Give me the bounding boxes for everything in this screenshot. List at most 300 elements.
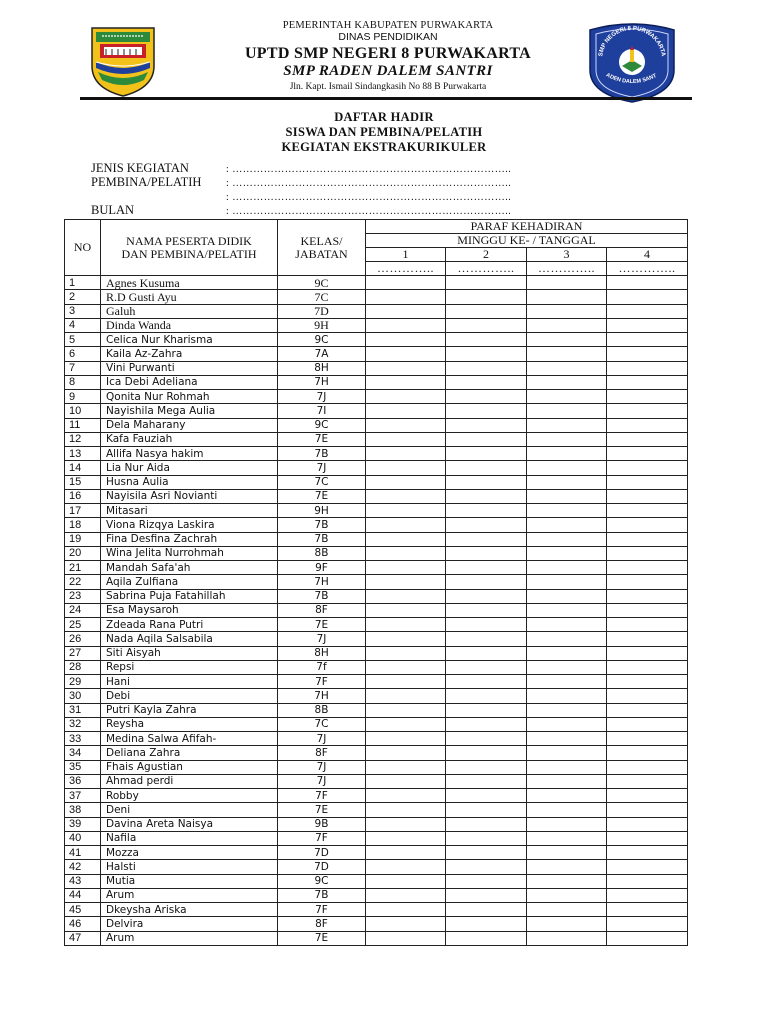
signature-cell-week-1[interactable]: [366, 418, 446, 432]
signature-cell-week-1[interactable]: [366, 717, 446, 731]
signature-cell-week-1[interactable]: [366, 660, 446, 674]
signature-cell-week-2[interactable]: [446, 518, 527, 532]
signature-cell-week-1[interactable]: [366, 803, 446, 817]
student-class: 7H: [278, 375, 366, 389]
student-class: 7E: [278, 803, 366, 817]
row-number: 5: [65, 333, 101, 347]
signature-cell-week-3[interactable]: [527, 774, 607, 788]
signature-cell-week-3[interactable]: [527, 646, 607, 660]
signature-cell-week-4[interactable]: [607, 432, 688, 446]
student-name: Deni: [101, 803, 278, 817]
signature-cell-week-2[interactable]: [446, 318, 527, 332]
coach-field: [91, 175, 651, 189]
signature-cell-week-3[interactable]: [527, 632, 607, 646]
date-blank-2: …………..: [446, 262, 527, 276]
signature-cell-week-4[interactable]: [607, 717, 688, 731]
signature-cell-week-1[interactable]: [366, 874, 446, 888]
student-name: Mozza: [101, 846, 278, 860]
row-number: 14: [65, 461, 101, 475]
student-name: Sabrina Puja Fatahillah: [101, 589, 278, 603]
signature-cell-week-3[interactable]: [527, 831, 607, 845]
signature-cell-week-4[interactable]: [607, 931, 688, 945]
signature-cell-week-1[interactable]: [366, 931, 446, 945]
header-class: [278, 220, 366, 276]
signature-cell-week-3[interactable]: [527, 732, 607, 746]
signature-cell-week-4[interactable]: [607, 304, 688, 318]
table-row: [65, 276, 688, 290]
signature-cell-week-3[interactable]: [527, 432, 607, 446]
signature-cell-week-3[interactable]: [527, 689, 607, 703]
signature-cell-week-3[interactable]: [527, 532, 607, 546]
signature-cell-week-2[interactable]: [446, 489, 527, 503]
student-class: 7A: [278, 347, 366, 361]
signature-cell-week-4[interactable]: [607, 447, 688, 461]
student-class: 7D: [278, 860, 366, 874]
signature-cell-week-4[interactable]: [607, 532, 688, 546]
signature-cell-week-4[interactable]: [607, 375, 688, 389]
row-number: 27: [65, 646, 101, 660]
signature-cell-week-1[interactable]: [366, 618, 446, 632]
signature-cell-week-1[interactable]: [366, 475, 446, 489]
signature-cell-week-2[interactable]: [446, 689, 527, 703]
signature-cell-week-3[interactable]: [527, 917, 607, 931]
signature-cell-week-2[interactable]: [446, 347, 527, 361]
signature-cell-week-3[interactable]: [527, 703, 607, 717]
signature-cell-week-2[interactable]: [446, 660, 527, 674]
table-row: [65, 575, 688, 589]
table-row: [65, 489, 688, 503]
signature-cell-week-4[interactable]: [607, 361, 688, 375]
table-row: [65, 760, 688, 774]
signature-cell-week-1[interactable]: [366, 333, 446, 347]
table-row: [65, 888, 688, 902]
signature-cell-week-2[interactable]: [446, 803, 527, 817]
signature-cell-week-2[interactable]: [446, 361, 527, 375]
signature-cell-week-2[interactable]: [446, 632, 527, 646]
student-class: 7C: [278, 475, 366, 489]
signature-cell-week-3[interactable]: [527, 846, 607, 860]
student-name: Reysha: [101, 717, 278, 731]
signature-cell-week-1[interactable]: [366, 917, 446, 931]
signature-cell-week-4[interactable]: [607, 489, 688, 503]
document-title: [0, 110, 768, 155]
signature-cell-week-1[interactable]: [366, 860, 446, 874]
signature-cell-week-2[interactable]: [446, 789, 527, 803]
signature-cell-week-2[interactable]: [446, 561, 527, 575]
coach-label: PEMBINA/PELATIH: [91, 175, 202, 189]
row-number: 39: [65, 817, 101, 831]
student-name: Mutia: [101, 874, 278, 888]
letterhead: [78, 14, 692, 102]
signature-cell-week-3[interactable]: [527, 589, 607, 603]
student-name: Qonita Nur Rohmah: [101, 390, 278, 404]
student-class: 7E: [278, 618, 366, 632]
signature-cell-week-4[interactable]: [607, 803, 688, 817]
signature-cell-week-4[interactable]: [607, 347, 688, 361]
signature-cell-week-3[interactable]: [527, 675, 607, 689]
signature-cell-week-2[interactable]: [446, 760, 527, 774]
row-number: 15: [65, 475, 101, 489]
student-name: Arum: [101, 888, 278, 902]
signature-cell-week-3[interactable]: [527, 817, 607, 831]
student-class: 8F: [278, 917, 366, 931]
signature-cell-week-1[interactable]: [366, 846, 446, 860]
signature-cell-week-1[interactable]: [366, 732, 446, 746]
signature-cell-week-2[interactable]: [446, 874, 527, 888]
signature-cell-week-4[interactable]: [607, 418, 688, 432]
month-label: BULAN: [91, 203, 135, 217]
row-number: 43: [65, 874, 101, 888]
signature-cell-week-3[interactable]: [527, 504, 607, 518]
signature-cell-week-1[interactable]: [366, 746, 446, 760]
student-class: 7E: [278, 489, 366, 503]
table-body: [65, 276, 688, 946]
table-row: [65, 717, 688, 731]
signature-cell-week-4[interactable]: [607, 846, 688, 860]
signature-cell-week-3[interactable]: [527, 746, 607, 760]
signature-cell-week-1[interactable]: [366, 561, 446, 575]
row-number: 30: [65, 689, 101, 703]
signature-cell-week-2[interactable]: [446, 546, 527, 560]
signature-cell-week-1[interactable]: [366, 461, 446, 475]
signature-cell-week-1[interactable]: [366, 632, 446, 646]
student-name: Galuh: [101, 304, 278, 318]
student-class: 7J: [278, 632, 366, 646]
signature-cell-week-4[interactable]: [607, 390, 688, 404]
signature-cell-week-2[interactable]: [446, 831, 527, 845]
student-name: Dkeysha Ariska: [101, 903, 278, 917]
signature-cell-week-3[interactable]: [527, 575, 607, 589]
student-class: 7E: [278, 931, 366, 945]
signature-cell-week-4[interactable]: [607, 817, 688, 831]
signature-cell-week-1[interactable]: [366, 675, 446, 689]
signature-cell-week-2[interactable]: [446, 888, 527, 902]
student-class: 7H: [278, 689, 366, 703]
signature-cell-week-3[interactable]: [527, 276, 607, 290]
signature-cell-week-3[interactable]: [527, 333, 607, 347]
row-number: 23: [65, 589, 101, 603]
signature-cell-week-1[interactable]: [366, 774, 446, 788]
signature-cell-week-4[interactable]: [607, 660, 688, 674]
signature-cell-week-4[interactable]: [607, 290, 688, 304]
date-blank-1: …………..: [366, 262, 446, 276]
student-class: 8B: [278, 546, 366, 560]
signature-cell-week-3[interactable]: [527, 561, 607, 575]
table-row: [65, 931, 688, 945]
signature-cell-week-4[interactable]: [607, 917, 688, 931]
row-number: 1: [65, 276, 101, 290]
shield-text-top: SMP NEGERI 8 PURWAKARTA: [598, 25, 666, 57]
row-number: 36: [65, 774, 101, 788]
signature-cell-week-2[interactable]: [446, 290, 527, 304]
row-number: 7: [65, 361, 101, 375]
signature-cell-week-1[interactable]: [366, 390, 446, 404]
row-number: 47: [65, 931, 101, 945]
signature-cell-week-4[interactable]: [607, 789, 688, 803]
signature-cell-week-4[interactable]: [607, 831, 688, 845]
signature-cell-week-2[interactable]: [446, 817, 527, 831]
signature-cell-week-2[interactable]: [446, 375, 527, 389]
signature-cell-week-1[interactable]: [366, 646, 446, 660]
signature-cell-week-2[interactable]: [446, 333, 527, 347]
student-class: 7B: [278, 888, 366, 902]
signature-cell-week-2[interactable]: [446, 846, 527, 860]
signature-cell-week-2[interactable]: [446, 917, 527, 931]
signature-cell-week-4[interactable]: [607, 774, 688, 788]
signature-cell-week-1[interactable]: [366, 518, 446, 532]
signature-cell-week-1[interactable]: [366, 447, 446, 461]
student-class: 9C: [278, 418, 366, 432]
student-name: Delvira: [101, 917, 278, 931]
signature-cell-week-1[interactable]: [366, 304, 446, 318]
signature-cell-week-4[interactable]: [607, 575, 688, 589]
student-class: 7C: [278, 290, 366, 304]
signature-cell-week-4[interactable]: [607, 903, 688, 917]
signature-cell-week-3[interactable]: [527, 789, 607, 803]
government-name: PEMERINTAH KABUPATEN PURWAKARTA: [282, 20, 494, 31]
signature-cell-week-2[interactable]: [446, 703, 527, 717]
month-field: [91, 203, 651, 217]
signature-cell-week-1[interactable]: [366, 789, 446, 803]
signature-cell-week-1[interactable]: [366, 831, 446, 845]
signature-cell-week-2[interactable]: [446, 475, 527, 489]
signature-cell-week-4[interactable]: [607, 276, 688, 290]
signature-cell-week-1[interactable]: [366, 361, 446, 375]
signature-cell-week-1[interactable]: [366, 546, 446, 560]
header-name-line-2: DAN PEMBINA/PELATIH: [121, 246, 257, 261]
signature-cell-week-3[interactable]: [527, 390, 607, 404]
signature-cell-week-2[interactable]: [446, 903, 527, 917]
student-name: Fhais Agustian: [101, 760, 278, 774]
student-class: 9C: [278, 276, 366, 290]
signature-cell-week-1[interactable]: [366, 689, 446, 703]
signature-cell-week-2[interactable]: [446, 447, 527, 461]
signature-cell-week-1[interactable]: [366, 575, 446, 589]
signature-cell-week-1[interactable]: [366, 347, 446, 361]
signature-cell-week-3[interactable]: [527, 903, 607, 917]
signature-cell-week-4[interactable]: [607, 475, 688, 489]
signature-cell-week-4[interactable]: [607, 333, 688, 347]
signature-cell-week-3[interactable]: [527, 546, 607, 560]
signature-cell-week-4[interactable]: [607, 632, 688, 646]
signature-cell-week-2[interactable]: [446, 618, 527, 632]
table-row: [65, 333, 688, 347]
signature-cell-week-3[interactable]: [527, 803, 607, 817]
student-name: Husna Aulia: [101, 475, 278, 489]
signature-cell-week-4[interactable]: [607, 646, 688, 660]
signature-cell-week-1[interactable]: [366, 532, 446, 546]
signature-cell-week-4[interactable]: [607, 603, 688, 617]
signature-cell-week-4[interactable]: [607, 504, 688, 518]
signature-cell-week-1[interactable]: [366, 817, 446, 831]
signature-cell-week-2[interactable]: [446, 304, 527, 318]
signature-cell-week-4[interactable]: [607, 461, 688, 475]
student-class: 7B: [278, 447, 366, 461]
signature-cell-week-3[interactable]: [527, 931, 607, 945]
row-number: 29: [65, 675, 101, 689]
signature-cell-week-2[interactable]: [446, 532, 527, 546]
signature-cell-week-1[interactable]: [366, 603, 446, 617]
student-class: 7D: [278, 846, 366, 860]
signature-cell-week-4[interactable]: [607, 618, 688, 632]
student-class: 7D: [278, 304, 366, 318]
signature-cell-week-4[interactable]: [607, 760, 688, 774]
signature-cell-week-4[interactable]: [607, 689, 688, 703]
student-class: 7J: [278, 461, 366, 475]
row-number: 4: [65, 318, 101, 332]
signature-cell-week-2[interactable]: [446, 589, 527, 603]
row-number: 37: [65, 789, 101, 803]
signature-cell-week-3[interactable]: [527, 447, 607, 461]
signature-cell-week-2[interactable]: [446, 418, 527, 432]
signature-cell-week-3[interactable]: [527, 404, 607, 418]
row-number: 26: [65, 632, 101, 646]
row-number: 24: [65, 603, 101, 617]
signature-cell-week-3[interactable]: [527, 874, 607, 888]
signature-cell-week-3[interactable]: [527, 860, 607, 874]
signature-cell-week-4[interactable]: [607, 746, 688, 760]
student-class: 9H: [278, 318, 366, 332]
signature-cell-week-2[interactable]: [446, 575, 527, 589]
table-row: [65, 390, 688, 404]
signature-cell-week-2[interactable]: [446, 860, 527, 874]
student-class: 9C: [278, 333, 366, 347]
row-number: 25: [65, 618, 101, 632]
signature-cell-week-2[interactable]: [446, 390, 527, 404]
signature-cell-week-3[interactable]: [527, 290, 607, 304]
student-name: Zdeada Rana Putri: [101, 618, 278, 632]
signature-cell-week-1[interactable]: [366, 318, 446, 332]
table-row: [65, 917, 688, 931]
signature-cell-week-3[interactable]: [527, 304, 607, 318]
signature-cell-week-1[interactable]: [366, 888, 446, 902]
student-name: Ica Debi Adeliana: [101, 375, 278, 389]
signature-cell-week-2[interactable]: [446, 432, 527, 446]
table-row: [65, 290, 688, 304]
signature-cell-week-3[interactable]: [527, 618, 607, 632]
signature-cell-week-4[interactable]: [607, 860, 688, 874]
signature-cell-week-3[interactable]: [527, 518, 607, 532]
signature-cell-week-2[interactable]: [446, 675, 527, 689]
signature-cell-week-1[interactable]: [366, 404, 446, 418]
student-class: 7J: [278, 774, 366, 788]
signature-cell-week-3[interactable]: [527, 361, 607, 375]
signature-cell-week-2[interactable]: [446, 603, 527, 617]
student-name: Mitasari: [101, 504, 278, 518]
signature-cell-week-4[interactable]: [607, 732, 688, 746]
signature-cell-week-3[interactable]: [527, 660, 607, 674]
signature-cell-week-1[interactable]: [366, 504, 446, 518]
signature-cell-week-2[interactable]: [446, 504, 527, 518]
signature-cell-week-3[interactable]: [527, 888, 607, 902]
signature-cell-week-4[interactable]: [607, 874, 688, 888]
signature-cell-week-4[interactable]: [607, 589, 688, 603]
student-name: Robby: [101, 789, 278, 803]
table-row: [65, 546, 688, 560]
student-class: 7F: [278, 789, 366, 803]
signature-cell-week-3[interactable]: [527, 603, 607, 617]
signature-cell-week-1[interactable]: [366, 290, 446, 304]
student-name: Kafa Fauziah: [101, 432, 278, 446]
signature-cell-week-3[interactable]: [527, 347, 607, 361]
title-line-1: DAFTAR HADIR: [334, 110, 434, 124]
row-number: 12: [65, 432, 101, 446]
student-name: Arum: [101, 931, 278, 945]
signature-cell-week-4[interactable]: [607, 675, 688, 689]
student-name: Mandah Safa'ah: [101, 561, 278, 575]
signature-cell-week-4[interactable]: [607, 703, 688, 717]
row-number: 38: [65, 803, 101, 817]
signature-cell-week-2[interactable]: [446, 276, 527, 290]
table-row: [65, 646, 688, 660]
header-week: MINGGU KE- / TANGGAL: [366, 234, 688, 248]
signature-cell-week-3[interactable]: [527, 760, 607, 774]
student-class: 7H: [278, 575, 366, 589]
row-number: 33: [65, 732, 101, 746]
row-number: 6: [65, 347, 101, 361]
student-class: 9F: [278, 561, 366, 575]
table-row: [65, 689, 688, 703]
signature-cell-week-2[interactable]: [446, 646, 527, 660]
signature-cell-week-2[interactable]: [446, 774, 527, 788]
signature-cell-week-3[interactable]: [527, 717, 607, 731]
signature-cell-week-2[interactable]: [446, 931, 527, 945]
signature-cell-week-4[interactable]: [607, 318, 688, 332]
signature-cell-week-4[interactable]: [607, 546, 688, 560]
signature-cell-week-2[interactable]: [446, 404, 527, 418]
table-row: [65, 831, 688, 845]
month-blank: : ……………………………………………………………………..: [226, 206, 512, 217]
signature-cell-week-4[interactable]: [607, 561, 688, 575]
signature-cell-week-1[interactable]: [366, 489, 446, 503]
signature-cell-week-4[interactable]: [607, 518, 688, 532]
table-row: [65, 304, 688, 318]
signature-cell-week-4[interactable]: [607, 888, 688, 902]
signature-cell-week-3[interactable]: [527, 375, 607, 389]
student-name: Nafila: [101, 831, 278, 845]
date-blank-4: …………..: [607, 262, 688, 276]
signature-cell-week-3[interactable]: [527, 489, 607, 503]
school-address: Jln. Kapt. Ismail Sindangkasih No 88 B Purwakarta: [289, 82, 487, 93]
table-row: [65, 475, 688, 489]
signature-cell-week-1[interactable]: [366, 703, 446, 717]
header-name: [101, 220, 278, 276]
signature-cell-week-1[interactable]: [366, 276, 446, 290]
student-name: Nada Aqila Salsabila: [101, 632, 278, 646]
signature-cell-week-1[interactable]: [366, 760, 446, 774]
letterhead-rule: [80, 97, 692, 100]
signature-cell-week-2[interactable]: [446, 732, 527, 746]
school-shield-icon: [584, 20, 680, 104]
signature-cell-week-2[interactable]: [446, 461, 527, 475]
table-row: [65, 518, 688, 532]
signature-cell-week-1[interactable]: [366, 375, 446, 389]
signature-cell-week-3[interactable]: [527, 418, 607, 432]
signature-cell-week-2[interactable]: [446, 717, 527, 731]
signature-cell-week-1[interactable]: [366, 432, 446, 446]
table-row: [65, 703, 688, 717]
student-class: 8F: [278, 746, 366, 760]
signature-cell-week-4[interactable]: [607, 404, 688, 418]
signature-cell-week-3[interactable]: [527, 475, 607, 489]
signature-cell-week-1[interactable]: [366, 589, 446, 603]
signature-cell-week-3[interactable]: [527, 461, 607, 475]
signature-cell-week-1[interactable]: [366, 903, 446, 917]
student-name: Halsti: [101, 860, 278, 874]
header-class-line-1: KELAS/: [300, 233, 343, 248]
signature-cell-week-2[interactable]: [446, 746, 527, 760]
signature-cell-week-3[interactable]: [527, 318, 607, 332]
